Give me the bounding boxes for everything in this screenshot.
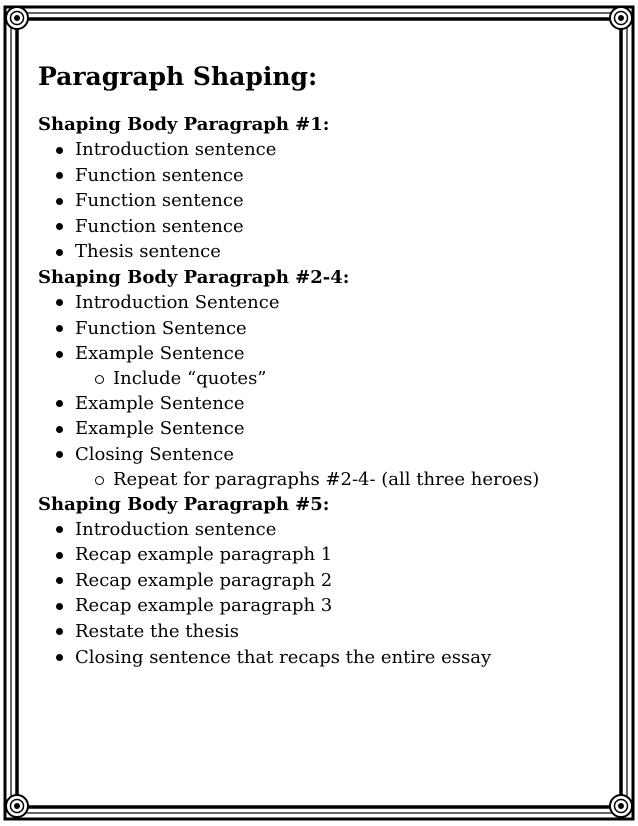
list-item: Function sentence — [38, 163, 598, 189]
corner-ornament-icon — [610, 795, 632, 817]
list-item: Introduction sentence — [38, 517, 598, 543]
list-item: Recap example paragraph 3 — [38, 593, 598, 619]
corner-ornament-icon — [6, 7, 28, 29]
document-body — [38, 56, 598, 670]
list-item: Example Sentence — [38, 391, 598, 417]
sub-list-item: Repeat for paragraphs #2-4- (all three heroes) — [38, 468, 598, 492]
list-item: Introduction sentence — [38, 137, 598, 163]
bullet-list — [38, 517, 598, 671]
section-heading: Shaping Body Paragraph #2-4: — [38, 266, 350, 288]
bullet-list — [38, 290, 598, 492]
list-item: Function sentence — [38, 214, 598, 240]
corner-ornament-icon — [6, 795, 28, 817]
list-item: Recap example paragraph 2 — [38, 568, 598, 594]
corner-ornament-icon — [610, 7, 632, 29]
list-item: Closing Sentence — [38, 442, 598, 468]
page-title: Paragraph Shaping: — [38, 62, 318, 91]
list-item: Thesis sentence — [38, 239, 598, 265]
list-item: Restate the thesis — [38, 619, 598, 645]
section-heading: Shaping Body Paragraph #1: — [38, 114, 330, 135]
list-item: Recap example paragraph 1 — [38, 542, 598, 568]
sub-list-item: Include “quotes” — [38, 367, 598, 391]
section-heading: Shaping Body Paragraph #5: — [38, 493, 330, 515]
list-item: Function sentence — [38, 188, 598, 214]
bullet-list — [38, 137, 598, 265]
list-item: Example Sentence — [38, 341, 598, 367]
list-item: Function Sentence — [38, 316, 598, 342]
list-item: Closing sentence that recaps the entire essay — [38, 645, 598, 671]
list-item: Introduction Sentence — [38, 290, 598, 316]
list-item: Example Sentence — [38, 416, 598, 442]
